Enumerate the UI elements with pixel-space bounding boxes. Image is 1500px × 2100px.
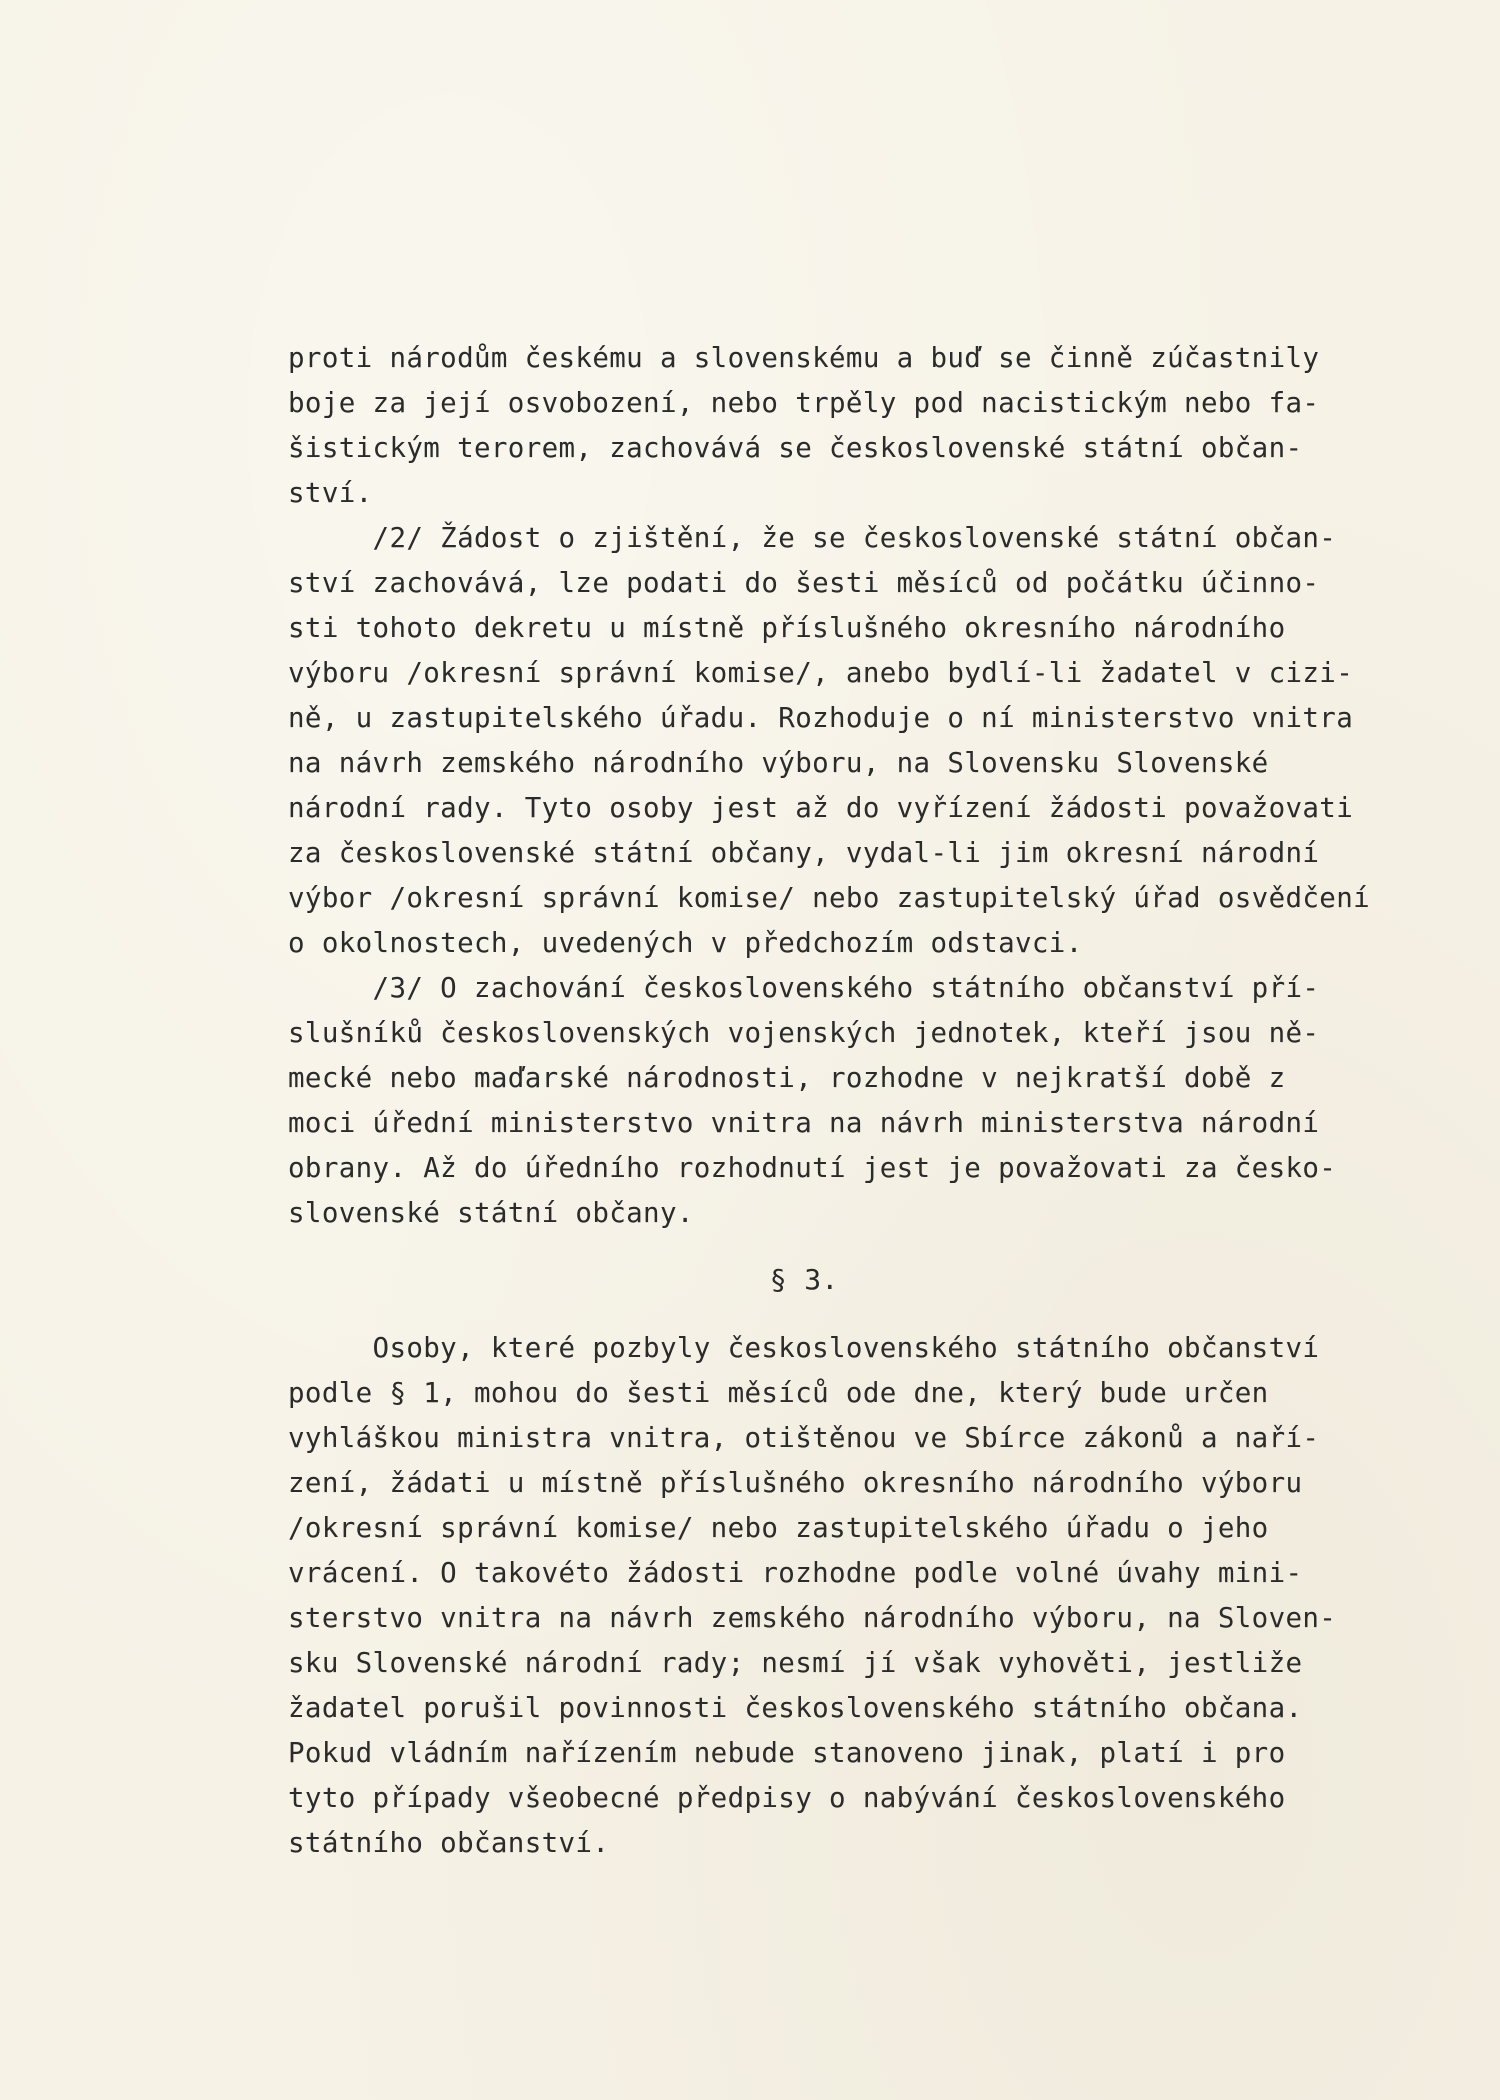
- paragraph-2-start: /2/ Žádost o zjištění, že se československé státní občan-: [288, 522, 1337, 554]
- text-line: státního občanství.: [288, 1827, 610, 1859]
- text-line: tyto případy všeobecné předpisy o nabývání československého: [288, 1782, 1286, 1814]
- text-line: ství zachovává, lze podati do šesti měsíců od počátku účinno-: [288, 567, 1320, 599]
- text-line: na návrh zemského národního výboru, na Slovensku Slovenské: [288, 747, 1269, 779]
- text-line: boje za její osvobození, nebo trpěly pod nacistickým nebo fa-: [288, 387, 1320, 419]
- text-line: sterstvo vnitra na návrh zemského národního výboru, na Sloven-: [288, 1602, 1337, 1634]
- text-line: národní rady. Tyto osoby jest až do vyřízení žádosti považovati: [288, 792, 1354, 824]
- section-3-paragraph-start: Osoby, které pozbyly československého státního občanství: [288, 1332, 1320, 1364]
- text-line: sku Slovenské národní rady; nesmí jí však vyhověti, jestliže: [288, 1647, 1303, 1679]
- text-line: mecké nebo maďarské národnosti, rozhodne v nejkratší době z: [288, 1062, 1286, 1094]
- text-line: /okresní správní komise/ nebo zastupitelského úřadu o jeho: [288, 1512, 1269, 1544]
- text-line: proti národům českému a slovenskému a buď se činně zúčastnily: [288, 342, 1320, 374]
- text-line: o okolnostech, uvedených v předchozím odstavci.: [288, 927, 1083, 959]
- text-line: vrácení. O takovéto žádosti rozhodne podle volné úvahy mini-: [288, 1557, 1303, 1589]
- text-line: slušníků československých vojenských jednotek, kteří jsou ně-: [288, 1017, 1320, 1049]
- text-line: ství.: [288, 477, 373, 509]
- paragraph-3-start: /3/ O zachování československého státního občanství pří-: [288, 972, 1320, 1004]
- text-line: Pokud vládním nařízením nebude stanoveno jinak, platí i pro: [288, 1737, 1286, 1769]
- text-line: za československé státní občany, vydal-li jim okresní národní: [288, 837, 1320, 869]
- text-line: výboru /okresní správní komise/, anebo bydlí-li žadatel v cizi-: [288, 657, 1354, 689]
- text-line: zení, žádati u místně příslušného okresního národního výboru: [288, 1467, 1303, 1499]
- text-line: podle § 1, mohou do šesti měsíců ode dne, který bude určen: [288, 1377, 1269, 1409]
- text-line: obrany. Až do úředního rozhodnutí jest je považovati za česko-: [288, 1152, 1337, 1184]
- text-line: šistickým terorem, zachovává se československé státní občan-: [288, 432, 1303, 464]
- section-heading: § 3.: [288, 1263, 839, 1296]
- text-line: žadatel porušil povinnosti československého státního občana.: [288, 1692, 1303, 1724]
- text-line: vyhláškou ministra vnitra, otištěnou ve Sbírce zákonů a naří-: [288, 1422, 1320, 1454]
- text-line: slovenské státní občany.: [288, 1197, 694, 1229]
- text-line: výbor /okresní správní komise/ nebo zastupitelský úřad osvědčení: [288, 882, 1371, 914]
- text-line: ně, u zastupitelského úřadu. Rozhoduje o ní ministerstvo vnitra: [288, 702, 1354, 734]
- text-line: sti tohoto dekretu u místně příslušného okresního národního: [288, 612, 1286, 644]
- text-line: moci úřední ministerstvo vnitra na návrh ministerstva národní: [288, 1107, 1320, 1139]
